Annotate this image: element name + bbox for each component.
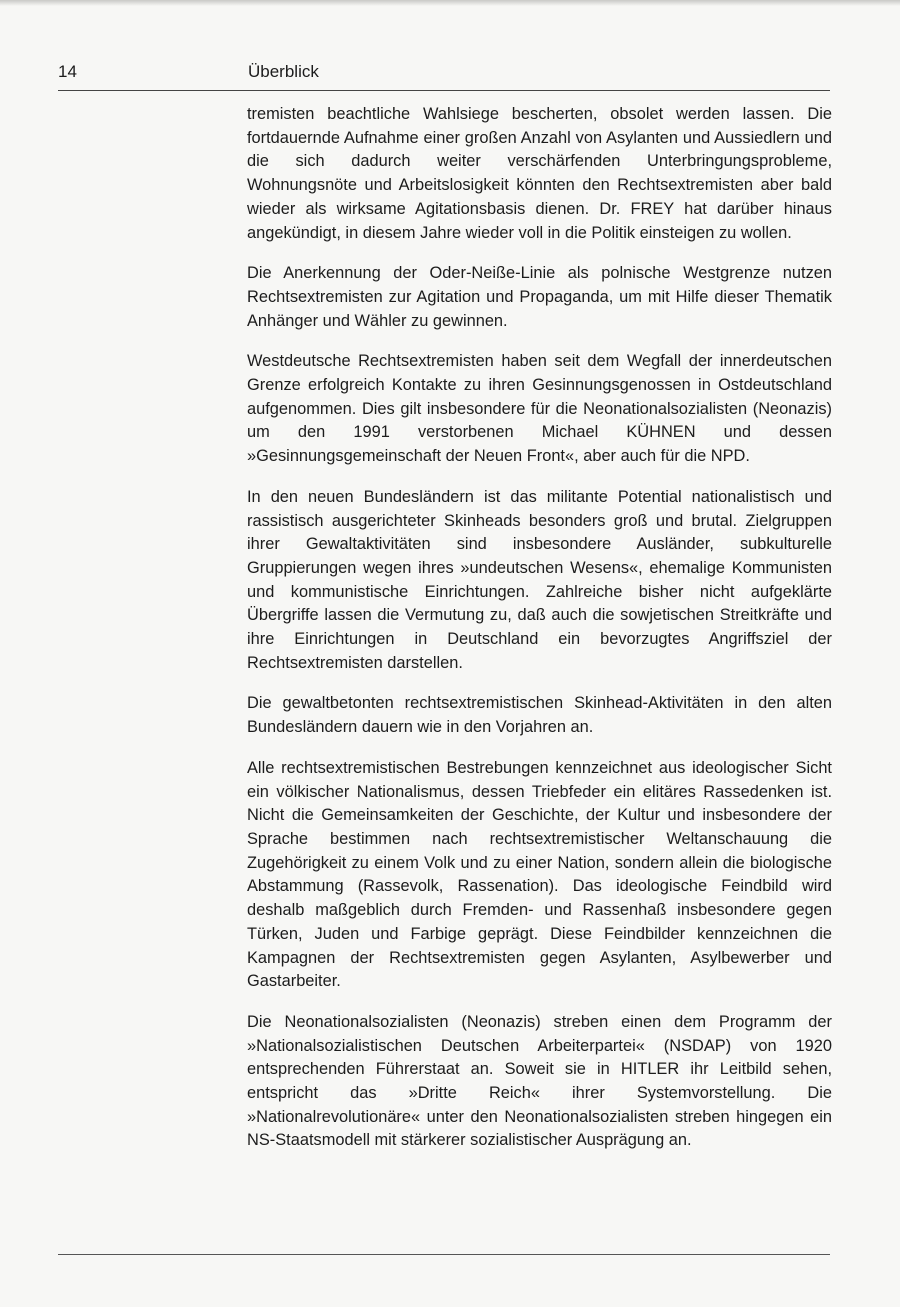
- paragraph: Die Neonationalsozialisten (Neonazis) streben einen dem Programm der »Nationalsozialistischen Deutschen Arbeiterpartei« (NSDAP) von 1920 entsprechenden Führerstaat an. Soweit sie in HITLER ihr Leitbild sehen, entspricht das »Dritte Reich« ihrer Systemvorstellung. Die »Nationalrevolutionäre« unter den Neonationalsozialisten streben hingegen ein NS-Staatsmodell mit stärkerer sozialistischer Ausprägung an.: [247, 1012, 832, 1150]
- page-header: [58, 56, 830, 88]
- running-head: Überblick: [248, 62, 319, 81]
- paragraph: In den neuen Bundesländern ist das militante Potential nationalistisch und rassistisch ausgerichteter Skinheads besonders groß und brutal. Zielgruppen ihrer Gewaltaktivitäten sind insbesondere Ausländer, subkulturelle Gruppierungen wegen ihres »undeutschen Wesens«, ehemalige Kommunisten und kommunistische Einrichtungen. Zahlreiche bisher nicht aufgeklärte Übergriffe lassen die Vermutung zu, daß auch die sowjetischen Streitkräfte und ihre Einrichtungen in Deutschland ein bevorzugtes Angriffsziel der Rechtsextremisten darstellen.: [247, 487, 832, 672]
- paragraph: Die Anerkennung der Oder-Neiße-Linie als polnische Westgrenze nutzen Rechtsextremisten zur Agitation und Propaganda, um mit Hilfe dieser Thematik Anhänger und Wähler zu gewinnen.: [247, 264, 832, 330]
- paragraph: tremisten beachtliche Wahlsiege bescherten, obsolet werden lassen. Die fortdauernde Aufnahme einer großen Anzahl von Asylanten und Aussiedlern und die sich dadurch weiter verschärfenden Unterbringungsprobleme, Wohnungsnöte und Arbeitslosigkeit könnten den Rechtsextremisten aber bald wieder als wirksame Agitationsbasis dienen. Dr. FREY hat darüber hinaus angekündigt, in diesem Jahre wieder voll in die Politik einsteigen zu wollen.: [247, 105, 832, 242]
- scan-edge-shadow: [0, 0, 900, 6]
- paragraph: Alle rechtsextremistischen Bestrebungen kennzeichnet aus ideologischer Sicht ein völkischer Nationalismus, dessen Triebfeder ein elitäres Rassedenken ist. Nicht die Gemeinsamkeiten der Geschichte, der Kultur und insbesondere der Sprache bestimmen nach rechtsextremistischer Weltanschauung die Zugehörigkeit zu einem Volk und zu einer Nation, sondern allein die biologische Abstammung (Rassevolk, Rassenation). Das ideologische Feindbild wird deshalb maßgeblich durch Fremden- und Rassenhaß insbesondere gegen Türken, Juden und Farbige geprägt. Diese Feindbilder kennzeichnen die Kampagnen der Rechtsextremisten gegen Asylanten, Asylbewerber und Gastarbeiter.: [247, 758, 832, 991]
- header-divider: [58, 90, 830, 91]
- body-text: [247, 103, 832, 1170]
- footer-divider: [58, 1254, 830, 1255]
- paragraph: Die gewaltbetonten rechtsextremistischen Skinhead-Aktivitäten in den alten Bundesländern dauern wie in den Vorjahren an.: [247, 694, 832, 737]
- page-number: 14: [58, 62, 77, 81]
- paragraph: Westdeutsche Rechtsextremisten haben seit dem Wegfall der innerdeutschen Grenze erfolgreich Kontakte zu ihren Gesinnungsgenossen in Ostdeutschland aufgenommen. Dies gilt insbesondere für die Neonationalsozialisten (Neonazis) um den 1991 verstorbenen Michael KÜHNEN und dessen »Gesinnungsgemeinschaft der Neuen Front«, aber auch für die NPD.: [247, 352, 832, 466]
